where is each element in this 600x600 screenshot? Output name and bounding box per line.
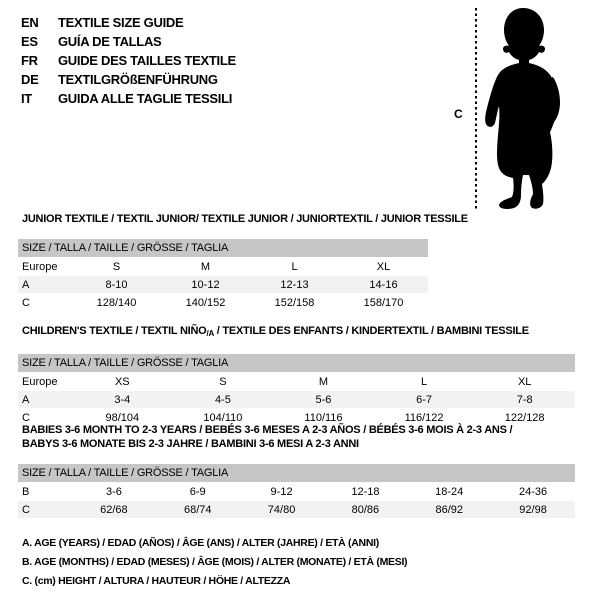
footnote-line: B. AGE (MONTHS) / EDAD (MESES) / ÂGE (MOIS) / ALTER (MONATE) / ETÀ (MESI): [22, 556, 408, 568]
table-title-subscript: /A: [206, 329, 214, 338]
height-dimension-line: [475, 8, 477, 209]
row-label: C: [22, 411, 30, 424]
size-value-cell: 110/116: [304, 411, 343, 424]
size-value-cell: 158/170: [363, 296, 404, 309]
language-code: EN: [21, 15, 39, 30]
size-value-cell: 80/86: [351, 503, 380, 516]
table-row: [18, 276, 428, 293]
table-title: [18, 324, 575, 341]
table-title-text: / TEXTILE DES ENFANTS / KINDERTEXTIL / BAMBINI TESSILE: [213, 325, 529, 337]
size-value-cell: 98/104: [105, 411, 140, 424]
size-value-cell: S: [112, 260, 121, 273]
size-value-cell: 7-8: [516, 393, 533, 406]
table-title-line2: BABYS 3-6 MONATE BIS 2-3 JAHRE / BAMBINI 3-6 MESI A 2-3 ANNI: [22, 438, 359, 450]
language-title: GUIDA ALLE TAGLIE TESSILI: [58, 91, 233, 106]
table-row: [18, 483, 575, 500]
row-label: Europe: [22, 375, 58, 388]
row-label: A: [22, 393, 30, 406]
row-label: C: [22, 296, 30, 309]
row-label: A: [22, 278, 30, 291]
language-title-list: [21, 13, 236, 108]
size-value-cell: 92/98: [519, 503, 547, 516]
size-value-cell: S: [219, 375, 227, 388]
size-value-cell: 9-12: [270, 485, 293, 498]
size-value-cell: 122/128: [504, 411, 545, 424]
size-value-cell: 14-16: [369, 278, 398, 291]
language-code: FR: [21, 53, 38, 68]
table-title: [18, 423, 575, 451]
row-label: Europe: [22, 260, 58, 273]
table-row: [18, 501, 575, 518]
size-header-bar: [18, 354, 575, 372]
language-row: [21, 70, 236, 89]
language-row: [21, 32, 236, 51]
size-value-cell: M: [200, 260, 211, 273]
table-row: [18, 294, 428, 311]
language-row: [21, 51, 236, 70]
size-header-label: SIZE / TALLA / TAILLE / GRÖSSE / TAGLIA: [22, 357, 229, 369]
size-value-cell: 3-4: [114, 393, 131, 406]
size-value-cell: 152/158: [274, 296, 315, 309]
size-header-bar: [18, 239, 428, 257]
table-row: [18, 373, 575, 390]
size-value-cell: XL: [517, 375, 532, 388]
size-value-cell: XL: [376, 260, 391, 273]
size-header-bar: [18, 464, 575, 482]
table-junior-textile: [18, 212, 468, 311]
size-value-cell: 12-18: [351, 485, 380, 498]
language-title: GUÍA DE TALLAS: [58, 34, 162, 49]
size-value-cell: 24-36: [518, 485, 548, 498]
size-header-label: SIZE / TALLA / TAILLE / GRÖSSE / TAGLIA: [22, 242, 229, 254]
row-label: C: [22, 503, 30, 516]
size-value-cell: 116/122: [404, 411, 444, 424]
size-value-cell: 5-6: [315, 393, 332, 406]
language-title: GUIDE DES TAILLES TEXTILE: [58, 53, 236, 68]
language-row: [21, 13, 236, 32]
table-babies-textile: [18, 423, 575, 518]
size-value-cell: 18-24: [435, 485, 464, 498]
table-title-line1: BABIES 3-6 MONTH TO 2-3 YEARS / BEBÉS 3-6 MESES A 2-3 AÑOS / BÉBÉS 3-6 MOIS À 2-3 ANS /: [22, 424, 513, 436]
language-code: IT: [21, 91, 32, 106]
size-value-cell: 10-12: [191, 278, 220, 291]
size-value-cell: XS: [114, 375, 130, 388]
size-value-cell: 140/152: [185, 296, 226, 309]
language-code: DE: [21, 72, 39, 87]
baby-figure: [452, 5, 582, 215]
language-title: TEXTILGRÖßENFÜHRUNG: [58, 72, 218, 87]
size-value-cell: 8-10: [105, 278, 128, 291]
table-row: [18, 391, 575, 408]
row-label: B: [22, 485, 30, 498]
size-value-cell: L: [421, 375, 428, 388]
size-value-cell: 6-9: [189, 485, 206, 498]
language-title: TEXTILE SIZE GUIDE: [58, 15, 184, 30]
table-title: JUNIOR TEXTILE / TEXTIL JUNIOR/ TEXTILE JUNIOR / JUNIORTEXTIL / JUNIOR TESSILE: [22, 213, 468, 225]
size-value-cell: L: [291, 260, 298, 273]
size-value-cell: 104/110: [203, 411, 243, 424]
size-value-cell: 68/74: [183, 503, 212, 516]
baby-silhouette-icon: [483, 5, 571, 210]
size-header-label: SIZE / TALLA / TAILLE / GRÖSSE / TAGLIA: [22, 467, 229, 479]
height-label: C: [454, 107, 463, 121]
size-value-cell: 6-7: [416, 393, 433, 406]
size-value-cell: 3-6: [105, 485, 122, 498]
size-value-cell: 128/140: [96, 296, 137, 309]
size-value-cell: 74/80: [267, 503, 296, 516]
size-value-cell: 62/68: [100, 503, 128, 516]
language-row: [21, 89, 236, 108]
footnote-legend: [18, 534, 407, 591]
size-value-cell: M: [318, 375, 329, 388]
size-value-cell: 86/92: [435, 503, 463, 516]
table-row: [18, 258, 428, 275]
footnote-line: A. AGE (YEARS) / EDAD (AÑOS) / ÂGE (ANS) / ALTER (JAHRE) / ETÀ (ANNI): [22, 537, 379, 549]
table-childrens-textile: [18, 324, 575, 426]
table-title-text: CHILDREN'S TEXTILE / TEXTIL NIÑO: [22, 325, 207, 337]
footnote-line: C. (cm) HEIGHT / ALTURA / HAUTEUR / HÖHE / ALTEZZA: [22, 575, 291, 587]
size-value-cell: 4-5: [214, 393, 231, 406]
size-value-cell: 12-13: [280, 278, 309, 291]
language-code: ES: [21, 34, 38, 49]
